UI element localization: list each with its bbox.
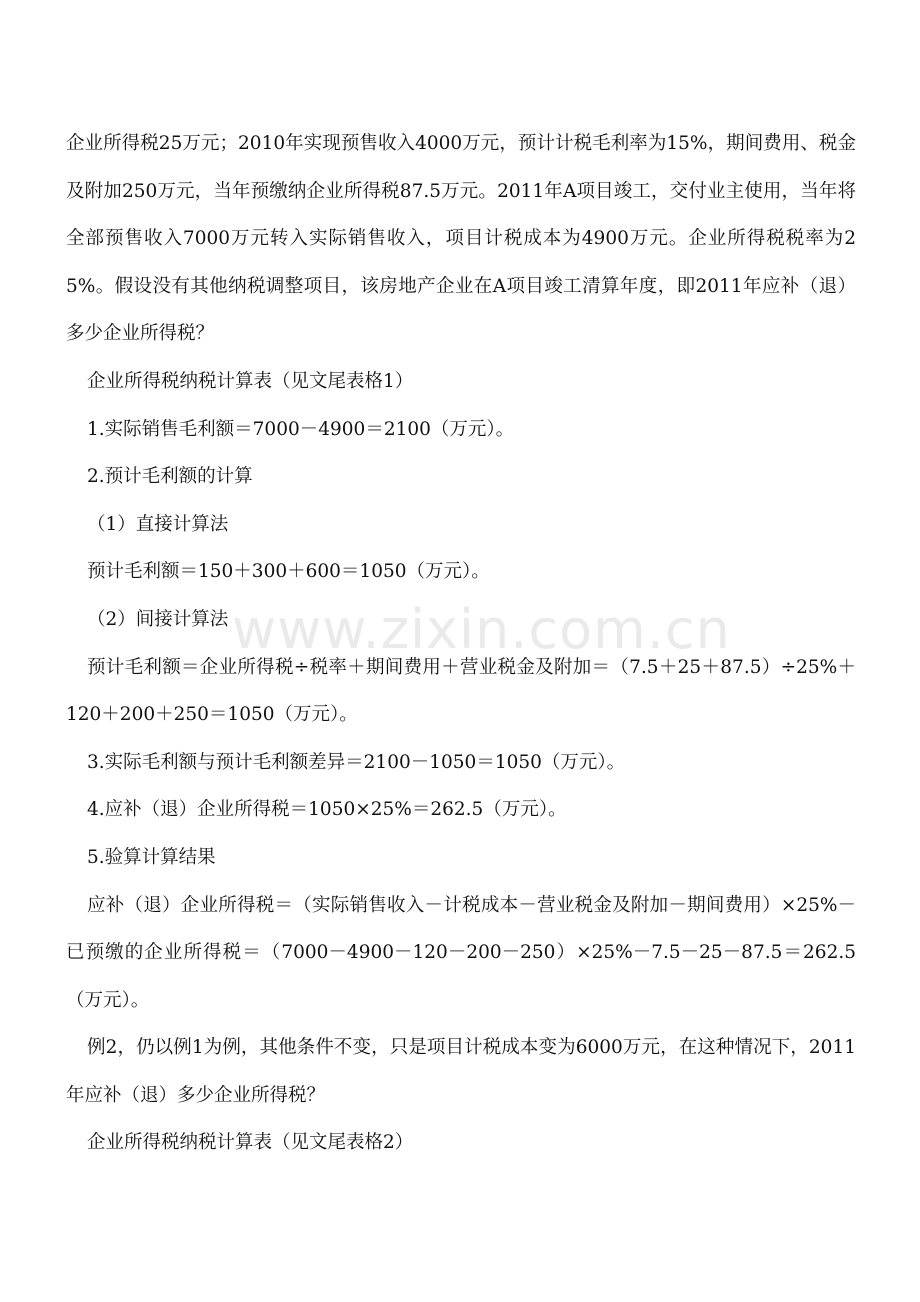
- paragraph-direct-formula: 预计毛利额＝150＋300＋600＝1050（万元）。: [87, 561, 490, 583]
- paragraph-step-2: 2.预计毛利额的计算: [87, 466, 253, 488]
- watermark-text: www.zixin.com.cn: [232, 598, 731, 661]
- paragraph-step-3: 3.实际毛利额与预计毛利额差异＝2100－1050＝1050（万元）。: [87, 751, 626, 773]
- paragraph-example-2: 例2，仍以例1为例，其他条件不变，只是项目计税成本变为6000万元，在这种情况下，2011年应补（退）多少企业所得税？: [66, 1037, 856, 1106]
- paragraph-indirect-formula: 预计毛利额＝企业所得税÷税率＋期间费用＋营业税金及附加＝（7.5＋25＋87.5）÷25%＋120＋200＋250＝1050（万元）。: [66, 656, 856, 726]
- paragraph-verification-formula: 应补（退）企业所得税＝（实际销售收入－计税成本－营业税金及附加－期间费用）×25%－已预缴的企业所得税＝（7000－4900－120－200－250）×25%－7.5－25－87.5＝262.5（万元）。: [66, 894, 856, 1011]
- paragraph-table-ref-2: 企业所得税纳税计算表（见文尾表格2）: [87, 1132, 414, 1154]
- paragraph-intro: 企业所得税25万元；2010年实现预售收入4000万元，预计计税毛利率为15%，期间费用、税金及附加250万元，当年预缴纳企业所得税87.5万元。2011年A项目竣工，交付业主使用，当年将全部预售收入7000万元转入实际销售收入，项目计税成本为4900万元。企业所得税税率为25%。假设没有其他纳税调整项目，该房地产企业在A项目竣工清算年度，即2011年应补（退）多少企业所得税？: [66, 133, 856, 345]
- paragraph-method-indirect: （2）间接计算法: [87, 608, 229, 630]
- paragraph-table-ref-1: 企业所得税纳税计算表（见文尾表格1）: [87, 370, 414, 392]
- paragraph-step-1: 1.实际销售毛利额＝7000－4900＝2100（万元）。: [87, 418, 515, 440]
- paragraph-step-5: 5.验算计算结果: [87, 846, 216, 868]
- paragraph-method-direct: （1）直接计算法: [87, 513, 229, 535]
- paragraph-step-4: 4.应补（退）企业所得税＝1050×25%＝262.5（万元）。: [87, 799, 567, 821]
- document-body: [66, 120, 856, 1167]
